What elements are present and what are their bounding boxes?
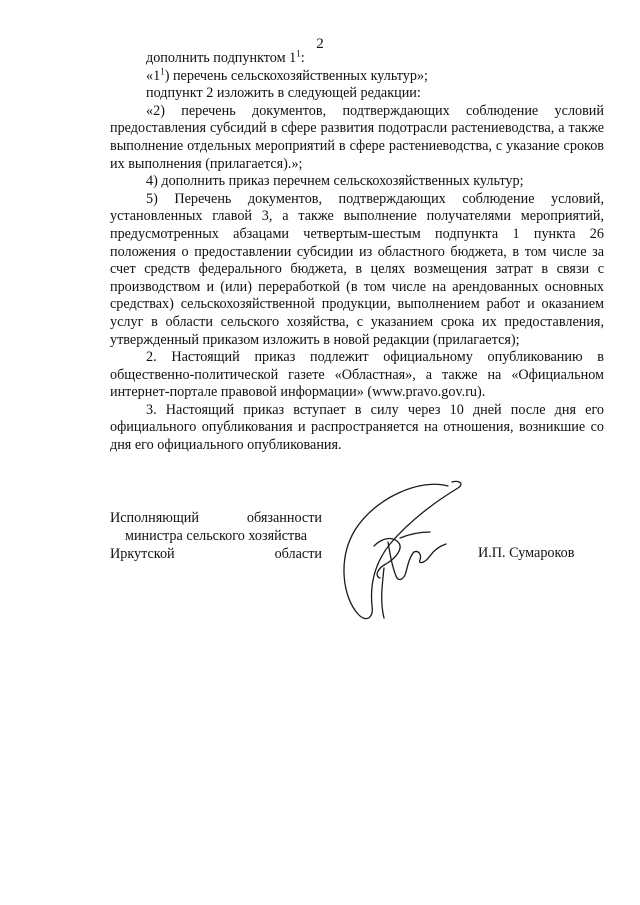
signatory-title-line-1: Исполняющий обязанности [110,510,322,526]
paragraph-subitem-2-text: «2) перечень документов, подтверждающих соблюдение условий предоставления субсидий в сфере развития подотрасли растениеводства, а также выполнение отдельных мероприятий в сфере растениеводства, с указание сроков их выполнения (прилагается).»; [110,102,604,172]
paragraph-crop-list-item: «$1^1$) перечень сельскохозяйственных культур»; [146,65,428,84]
handwritten-signature [330,468,480,628]
paragraph-publication: 2. Настоящий приказ подлежит официальному опубликованию в общественно-политической газете «Областная», а также на «Официальном интернет-портале правовой информации» (www.pravo.gov.ru). [110,349,604,401]
signatory-title [110,509,322,563]
document-body [110,50,604,455]
paragraph-item-5: 5) Перечень документов, подтверждающих соблюдение условий, установленных главой 3, а также выполнение получателями мероприятий, предусмотренных абзацами четвертым-шестым подпункта 1 пункта 26 положения о предоставлении субсидии из областного бюджета, в том числе за счет средств федерального бюджета, в целях возмещения затрат в связи с производством и (или) переработкой (в том числе на арендованных основных средствах) сельскохозяйственной продукции, выполнением работ и оказанием услуг в области сельского хозяйства, с указанием срока их предоставления, утвержденный приказом изложить в новой редакции (прилагается); [110,190,604,348]
paragraph-add-subitem: дополнить подпунктом $1^1$: [146,48,305,66]
paragraph-entry-into-force: 3. Настоящий приказ вступает в силу через 10 дней после дня его официального опубликования и распространяется на отношения, возникшие со дня его официального опубликования. [110,401,604,454]
paragraph-item-4: 4) дополнить приказ перечнем сельскохозяйственных культур; [146,173,524,190]
signatory-title-line-3: Иркутской области [110,546,322,562]
paragraph-subitem-2-intro: подпункт 2 изложить в следующей редакции: [146,85,421,102]
signer-name: И.П. Сумароков [478,545,575,561]
page-number: 2 [316,36,324,52]
signatory-title-line-2: министра сельского хозяйства [124,528,308,544]
